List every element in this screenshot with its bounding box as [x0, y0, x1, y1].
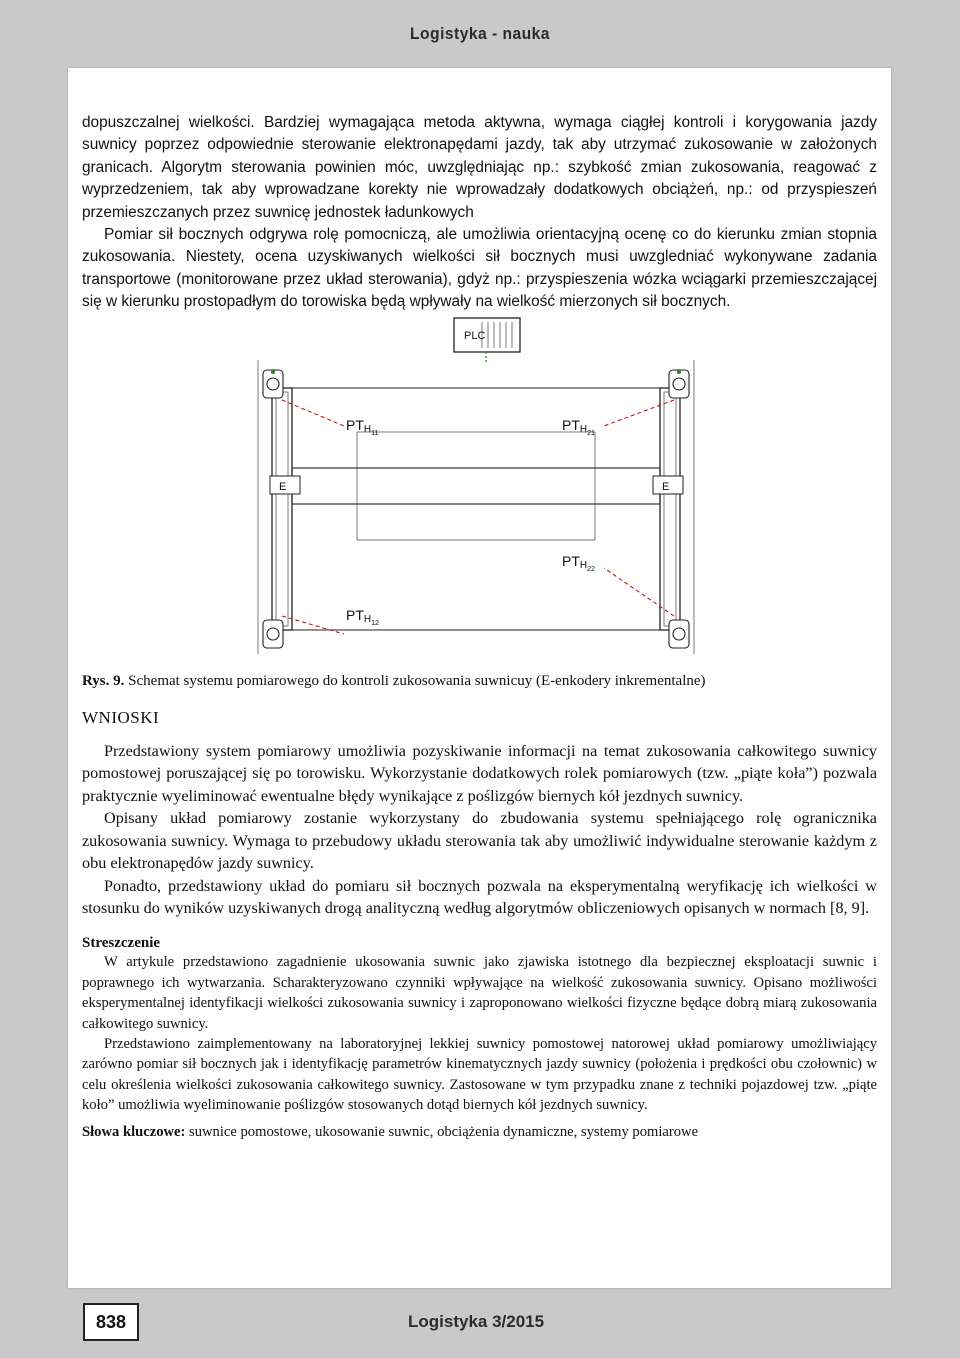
- encoder-right-label: E: [662, 480, 670, 493]
- keywords-text: suwnice pomostowe, ukosowanie suwnic, obciążenia dynamiczne, systemy pomiarowe: [185, 1123, 699, 1140]
- crane-measurement-diagram: [82, 314, 877, 666]
- pt-h21-label: $PTH_{21}$: [562, 416, 595, 437]
- abstract-paragraph-2: Przedstawiono zaimplementowany na laboratoryjnej lekkiej suwnicy pomostowej natorowej układ pomiarowy umożliwiający zarówno pomiar sił bocznych jak i identyfikację parametrów kinematycznych jazdy suwnicy (położenia i prędkości obu czołownic) w celu określenia wielkości zukosowania całkowitego suwnicy. Zastosowane w tym przypadku znane z techniki pojazdowej tzw. „piąte koło” umożliwia wyeliminowanie poślizgów stosowanych dotąd biernych kół jezdnych suwnicy.: [82, 1035, 877, 1114]
- pt-h11-label: $PTH_{11}$: [346, 416, 379, 437]
- body-paragraph-2: Pomiar sił bocznych odgrywa rolę pomocniczą, ale umożliwia orientacyjną ocenę co do kierunku zmian stopnia zukosowania. Niestety, ocena uzyskiwanych wielkości sił bocznych musi uwzgledniać wykonywane zadania transportowe (monitorowane przez układ sterowania), gdyż np.: przyspieszenia wózka wciągarki przemieszczającej się w kierunku prostopadłym do torowiska będą wpływały na wielkość mierzonych sił bocznych.: [82, 226, 877, 311]
- page-sheet: [68, 68, 891, 1288]
- abstract-section: [82, 935, 877, 1142]
- abstract-heading: Streszczenie: [82, 935, 161, 952]
- page-number: 838: [83, 1303, 139, 1341]
- conclusions-heading: WNIOSKI: [82, 708, 160, 728]
- encoder-left-label: E: [279, 480, 287, 493]
- conclusions-paragraph-2: Opisany układ pomiarowy zostanie wykorzystany do zbudowania systemu spełniającego rolę ogranicznika zukosowania suwnicy. Wymaga to przebudowy układu sterowania tak aby umożliwić indywidualne sterowanie każdym z obu elektronapędów jazdy suwnicy.: [82, 809, 877, 873]
- conclusions-paragraph-1: Przedstawiony system pomiarowy umożliwia pozyskiwanie informacji na temat zukosowania całkowitego suwnicy pomostowej poruszającej się po torowisku. Wykorzystanie dodatkowych rolek pomiarowych (tzw. „piąte koła”) pozwala praktycznie wyeliminować ewentualne błędy wynikające z poślizgów biernych kół jezdnych suwnicy.: [82, 742, 877, 805]
- pt-h22-label: $PTH_{22}$: [562, 552, 595, 573]
- figure-caption: [82, 670, 877, 692]
- abstract-paragraph-1: W artykule przedstawiono zagadnienie ukosowania suwnic jako zjawiska istotnego dla bezpiecznej eksploatacji suwnic i poprawnego ich wytwarzania. Scharakteryzowano czynniki wpływające na wielkość zukosowania suwnicy. Opisano możliwości eksperymentalnej identyfikacji wielkości zukosowania suwnicy i zaproponowano wielkości fizyczne będące dobrą miarą zukosowania całkowitego suwnicy.: [82, 954, 877, 1032]
- keywords: [82, 1122, 877, 1142]
- plc-label: PLC: [464, 329, 486, 342]
- caption-text: Schemat systemu pomiarowego do kontroli zukosowania suwnicuy (E-enkodery inkrementalne): [124, 672, 706, 689]
- figure-9: [82, 314, 877, 666]
- page-content: [82, 112, 877, 1142]
- journal-footer: Logistyka 3/2015: [408, 1312, 545, 1331]
- pt-h12-label: $PTH_{12}$: [346, 606, 379, 627]
- caption-label: Rys. 9.: [82, 672, 125, 689]
- conclusions-paragraph-3: Ponadto, przedstawiony układ do pomiaru sił bocznych pozwala na eksperymentalną weryfikację ich wielkości w stosunku do wyników uzyskiwanych drogą analityczną według algorytmów obliczeniowych opisanych w normach [8, 9].: [82, 876, 877, 917]
- running-header: Logistyka - nauka: [410, 24, 550, 43]
- keywords-label: Słowa kluczowe:: [82, 1123, 186, 1140]
- body-paragraph-1: dopuszczalnej wielkości. Bardziej wymagająca metoda aktywna, wymaga ciągłej kontroli i korygowania jazdy suwnicy poprzez odpowiednie sterowanie elektronapędami jazdy, tak aby utrzymać zukosowanie w założonych granicach. Algorytm sterowania powinien móc, uwzględniając np.: szybkość zmian zukosowania, reagować z wyprzedzeniem, tak aby wprowadzane korekty nie wprowadzały dodatkowych obciążeń, np.: od przyspieszeń przemieszczanych przez suwnicę jednostek ładunkowych: [82, 114, 877, 221]
